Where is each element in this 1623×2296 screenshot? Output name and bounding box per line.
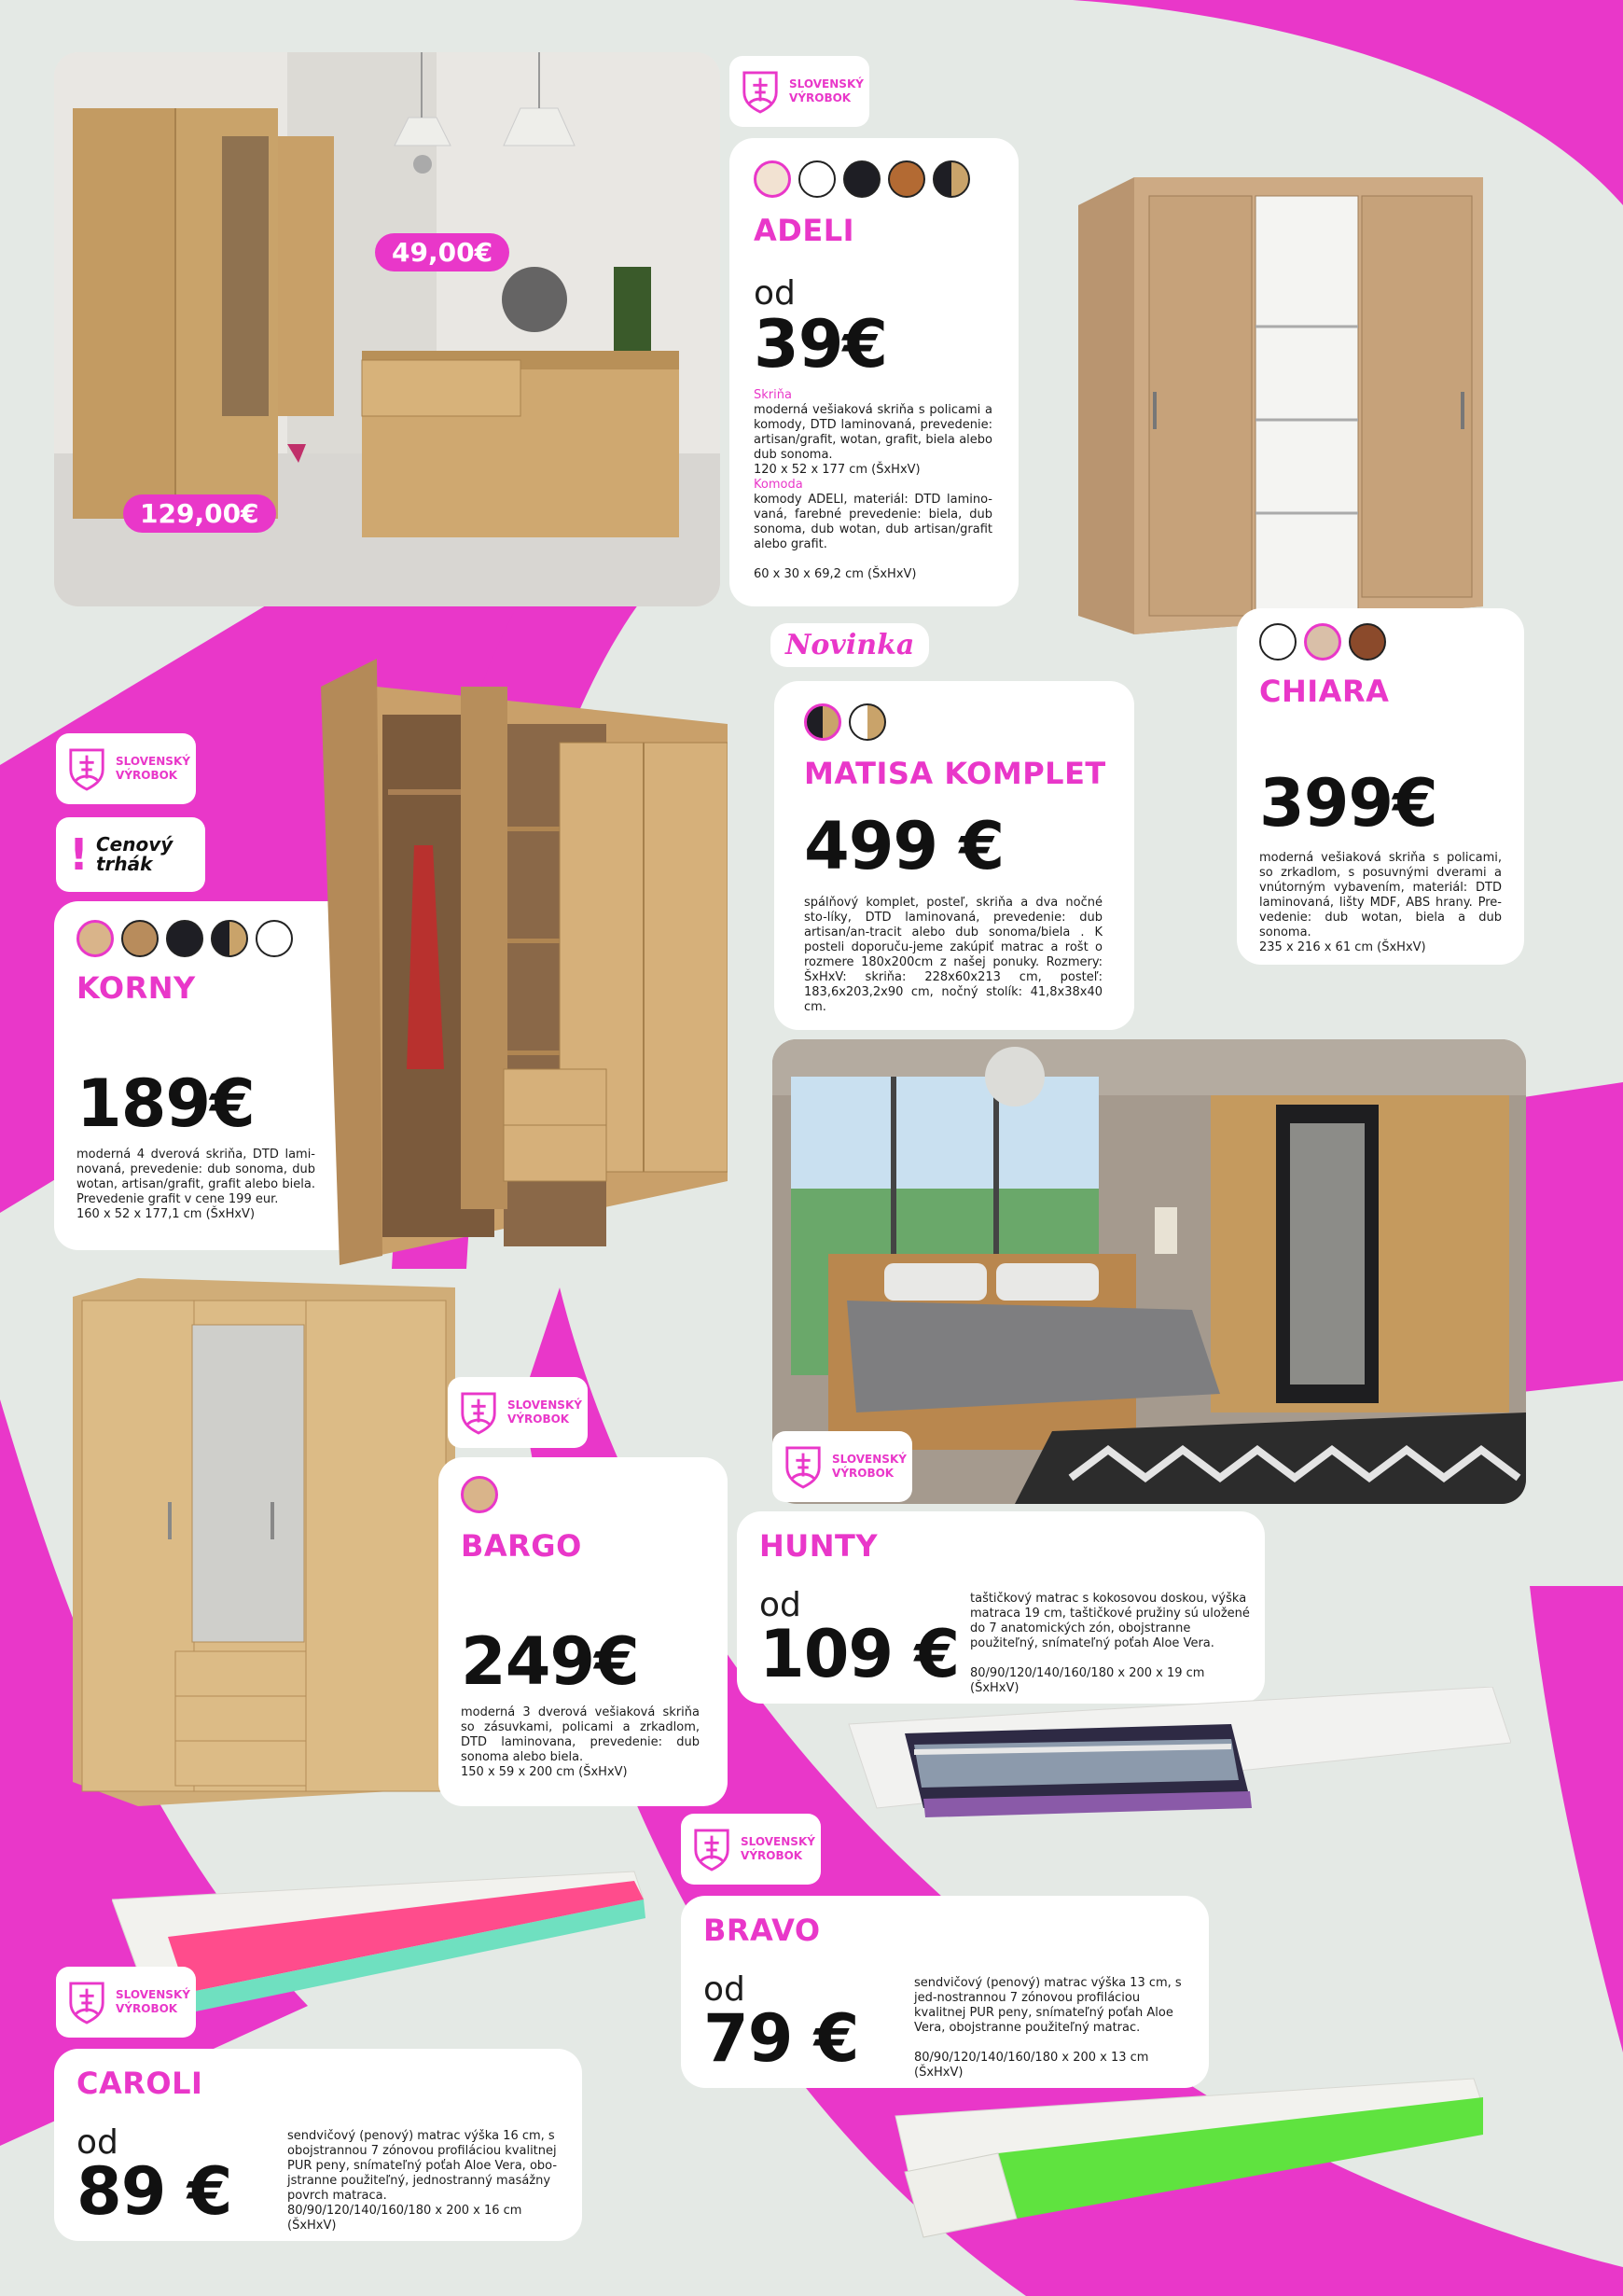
price-prefix: od <box>703 1970 745 2009</box>
product-description: spálňový komplet, posteľ, skriňa a dva nočné sto-líky, DTD laminovaná, prevedenie: dub artisan/an-tracit alebo dub sonoma/biela . K posteli doporuču-jeme zakúpiť matrac a rošt o rozmere 180x200cm z našej ponuky. Rozmery: ŠxHxV: skriňa: 228x60x213 cm, posteľ: 183,6x203,2x90 cm, nočný stolík: 41,8x38x40 cm. <box>804 896 1103 1014</box>
price-prefix: od <box>76 2123 118 2162</box>
adeli-color-swatches <box>754 160 970 198</box>
product-description: taštičkový matrac s kokosovou doskou, výška matraca 19 cm, taštičkové pružiny sú uložené do 7 anatomických zón, obojstranne použiteľný, snímateľný poťah Aloe Vera. 80/90/120/140/160/180 x 200 x 19 cm (ŠxHxV) <box>970 1592 1250 1695</box>
product-name: CHIARA <box>1259 674 1390 709</box>
slovak-product-badge <box>56 733 196 804</box>
swatch[interactable] <box>888 160 925 198</box>
swatch[interactable] <box>1304 623 1341 661</box>
matisa-card <box>774 681 1134 1030</box>
swatch[interactable] <box>121 920 159 957</box>
chiara-card <box>1237 608 1524 965</box>
swatch[interactable] <box>211 920 248 957</box>
hunty-mattress-image <box>839 1687 1511 1827</box>
price-prefix: od <box>759 1586 801 1624</box>
slovak-badge-label: SLOVENSKÝ VÝROBOK <box>832 1453 907 1480</box>
price-tag-bottom: 129,00€ <box>123 494 276 533</box>
swatch[interactable] <box>256 920 293 957</box>
swatch[interactable] <box>804 703 841 741</box>
slovak-product-badge <box>56 1967 196 2038</box>
slovak-badge-label: SLOVENSKÝ VÝROBOK <box>507 1398 582 1426</box>
price-prefix: od <box>754 274 796 313</box>
product-description: moderná vešiaková skriňa s policami, so zrkadlom, s posuvnými dverami a vnútorným vybavením, materiál: DTD laminovaná, lišty MDF, ABS hrany. Pre-vedenie: dub wotan, biela a dub sonoma. 235 x 216 x 61 cm (ŠxHxV) <box>1259 851 1502 954</box>
chiara-color-swatches <box>1259 623 1386 661</box>
slovak-product-badge <box>772 1431 912 1502</box>
chiara-wardrobe-image <box>1078 177 1483 644</box>
swatch[interactable] <box>1259 623 1297 661</box>
product-description: moderná 4 dverová skriňa, DTD lami-novaná, prevedenie: dub sonoma, dub wotan, artisan/grafit, grafit alebo biela. Prevedenie grafit v cene 199 eur. 160 x 52 x 177,1 cm (ŠxHxV) <box>76 1148 315 1221</box>
slovak-shield-icon <box>784 1443 823 1490</box>
product-description: sendvičový (penový) matrac výška 13 cm, s jed-nostrannou 7 zónovou profiláciou kvalitnej PUR peny, snímateľný poťah Aloe Vera, obojstranne použiteľný matrac. 80/90/120/140/160/180 x 200 x 13 cm (ŠxHxV) <box>914 1976 1182 2080</box>
product-name: BRAVO <box>703 1913 821 1948</box>
novinka-label: Novinka <box>770 623 929 667</box>
caroli-card <box>54 2049 582 2241</box>
product-name: CAROLI <box>76 2066 203 2101</box>
slovak-product-badge <box>681 1814 821 1885</box>
slovak-product-badge <box>729 56 869 127</box>
adeli-card <box>729 138 1019 606</box>
swatch[interactable] <box>754 160 791 198</box>
swatch[interactable] <box>798 160 836 198</box>
korny-color-swatches <box>76 920 293 957</box>
product-price: 39€ <box>754 306 888 383</box>
bargo-wardrobe-image <box>73 1278 455 1806</box>
korny-wardrobe-image <box>321 659 728 1265</box>
product-price: 79 € <box>703 2000 859 2077</box>
slovak-badge-label: SLOVENSKÝ VÝROBOK <box>116 755 190 782</box>
hunty-card <box>737 1511 1265 1704</box>
product-price: 499 € <box>804 808 1005 884</box>
product-description: moderná 3 dverová vešiaková skriňa so zásuvkami, policami a zrkadlom, DTD laminovana, prevedenie: dub sonoma alebo biela. 150 x 59 x 200 cm (ŠxHxV) <box>461 1705 700 1779</box>
product-price: 89 € <box>76 2153 232 2230</box>
product-name: BARGO <box>461 1528 582 1564</box>
product-description: sendvičový (penový) matrac výška 16 cm, s obojstrannou 7 zónovou profiláciou kvalitnej PUR peny, snímateľný poťah Aloe Vera, obo-jstranne použiteľný, jednostranný masážny povrch matraca. 80/90/120/140/160/180 x 200 x 16 cm (ŠxHxV) <box>287 2129 558 2233</box>
price-tag-top: 49,00€ <box>375 233 509 271</box>
slovak-badge-label: SLOVENSKÝ VÝROBOK <box>116 1988 190 2015</box>
product-price: 399€ <box>1259 765 1437 842</box>
matisa-color-swatches <box>804 703 886 741</box>
swatch[interactable] <box>76 920 114 957</box>
product-price: 189€ <box>76 1065 255 1142</box>
exclamation-icon: ! <box>69 829 89 880</box>
product-price: 109 € <box>759 1616 960 1692</box>
product-name: ADELI <box>754 213 854 248</box>
swatch[interactable] <box>1349 623 1386 661</box>
swatch[interactable] <box>166 920 203 957</box>
product-description: Skriňa moderná vešiaková skriňa s policami a komody, DTD laminovaná, prevedenie: artisan/grafit, wotan, grafit, biela alebo dub sonoma. 120 x 52 x 177 cm (ŠxHxV) Komoda komody ADELI, materiál: DTD lamino-vaná, farebné prevedenie: biela, dub sonoma, dub wotan, dub artisan/grafit alebo grafit. 60 x 30 x 69,2 cm (ŠxHxV) <box>754 388 992 581</box>
slovak-badge-label: SLOVENSKÝ VÝROBOK <box>789 77 864 104</box>
slovak-shield-icon <box>459 1389 498 1436</box>
product-name: HUNTY <box>759 1528 879 1564</box>
bargo-color-swatches <box>461 1476 498 1513</box>
bargo-card <box>438 1457 728 1806</box>
cenovy-trhak-label: Cenový trhák <box>95 833 173 875</box>
product-name: KORNY <box>76 970 196 1006</box>
slovak-product-badge <box>448 1377 588 1448</box>
swatch[interactable] <box>849 703 886 741</box>
product-name: MATISA KOMPLET <box>804 756 1106 791</box>
swatch[interactable] <box>461 1476 498 1513</box>
cenovy-trhak-badge <box>56 817 205 892</box>
slovak-shield-icon <box>741 68 780 115</box>
slovak-badge-label: SLOVENSKÝ VÝROBOK <box>741 1835 815 1862</box>
bravo-mattress-image <box>886 2060 1483 2247</box>
swatch[interactable] <box>843 160 881 198</box>
slovak-shield-icon <box>67 745 106 792</box>
swatch[interactable] <box>933 160 970 198</box>
korny-card <box>54 901 362 1250</box>
slovak-shield-icon <box>692 1826 731 1872</box>
product-price: 249€ <box>461 1623 639 1700</box>
slovak-shield-icon <box>67 1979 106 2025</box>
